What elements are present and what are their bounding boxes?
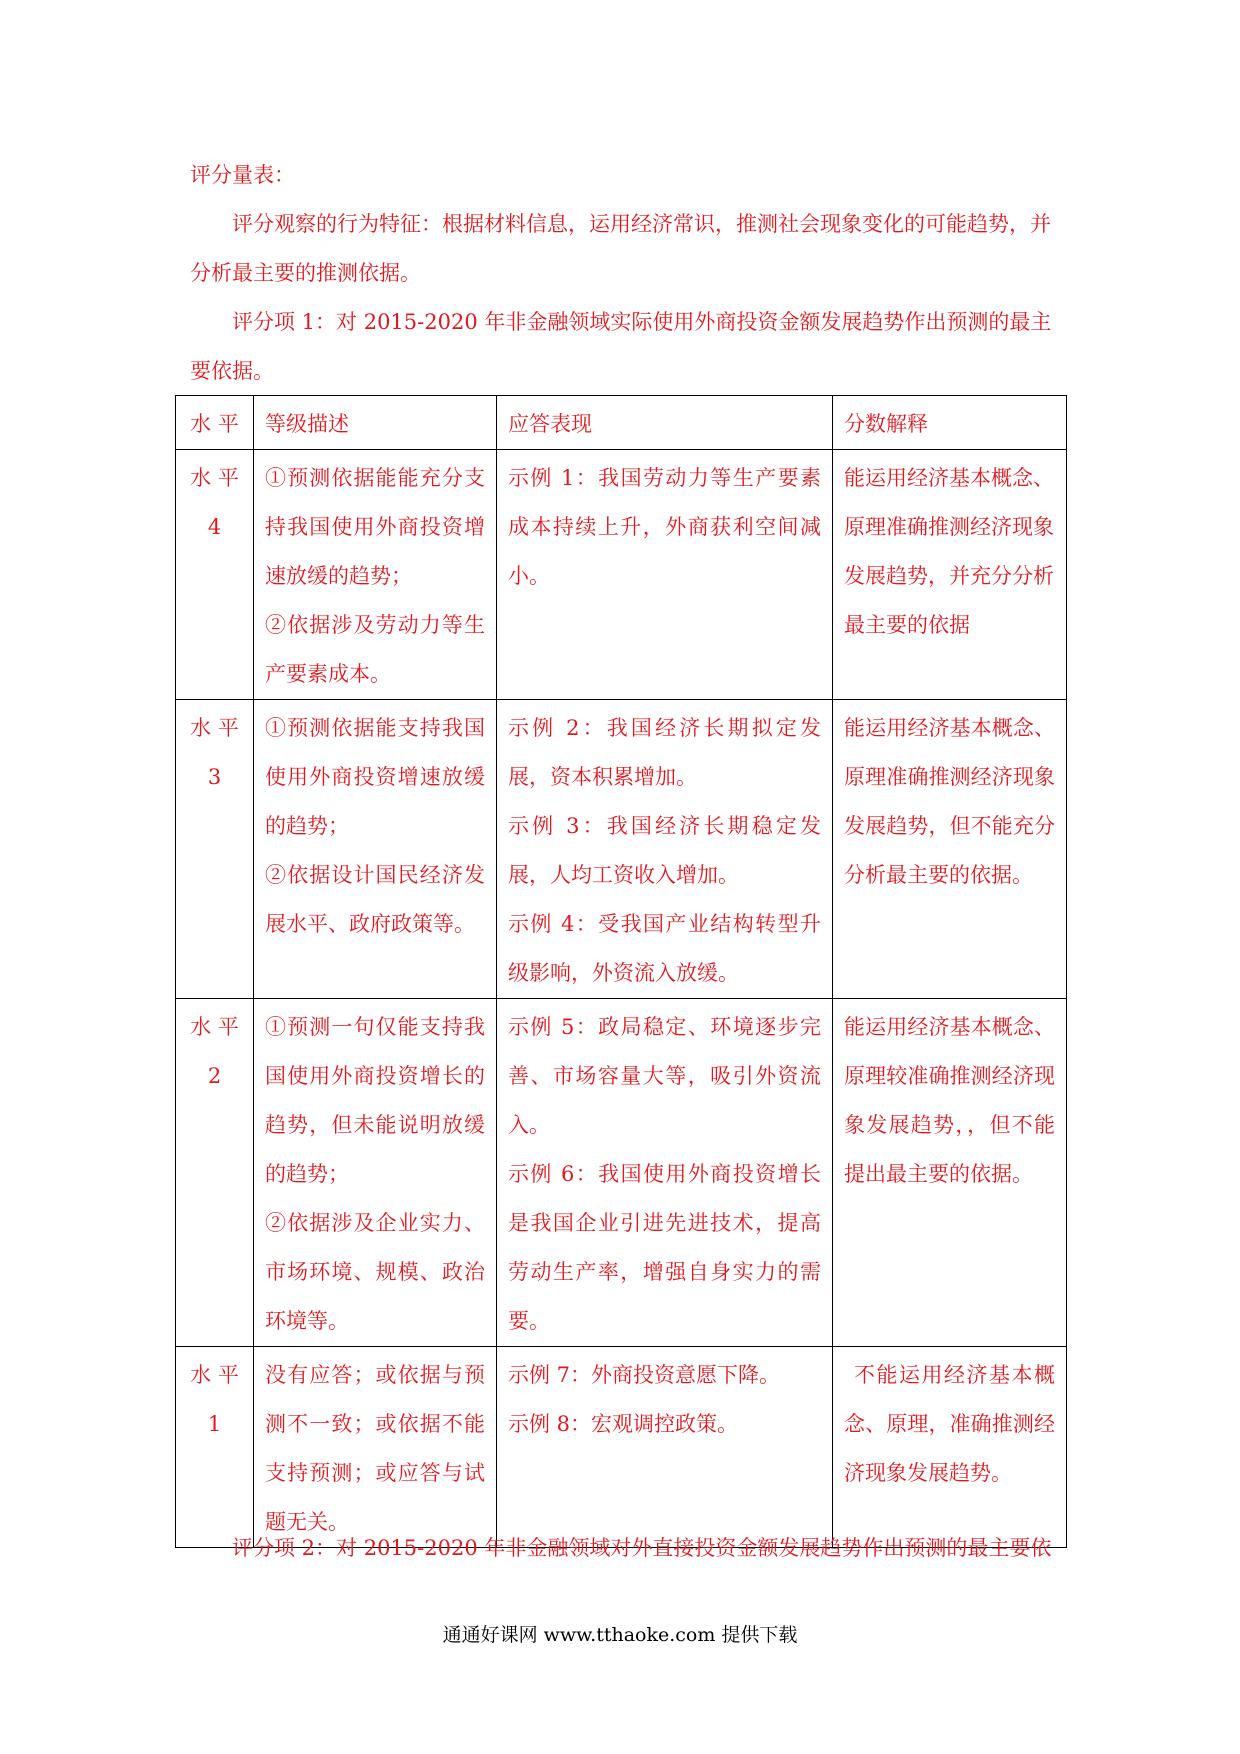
response-example: 示例 2：我国经济长期拟定发展，资本积累增加。 [508,716,821,789]
description-line: ②依据设计国民经济发展水平、政府政策等。 [265,863,485,936]
description-cell [254,999,497,1347]
response-example: 示例 5：政局稳定、环境逐步完善、市场容量大等，吸引外资流入。 [508,1015,821,1137]
header-level: 水 平 [176,396,254,450]
response-cell [497,1347,833,1548]
level-number: 3 [207,765,222,789]
level-cell [176,700,254,999]
description-line: ②依据涉及企业实力、市场环境、规模、政治环境等。 [265,1211,485,1333]
explanation-line: 原理准确推测经济现象发展趋势，并充分分析最主要的依据 [844,515,1054,637]
explanation-cell [833,450,1067,700]
response-example: 示例 4：受我国产业结构转型升级影响，外资流入放缓。 [508,912,821,985]
level-label: 水 平 [190,1363,239,1387]
page-footer: 通通好课网 www.tthaoke.com 提供下载 [442,1624,798,1646]
level-cell [176,450,254,700]
table-row [176,700,1067,999]
rubric-table [175,395,1067,1548]
header-explanation: 分数解释 [833,396,1067,450]
explanation-line: 能运用经济基本概念、原理准确推测经济现象发展趋势，但不能充分分析最主要的依据。 [844,716,1055,887]
response-cell [497,700,833,999]
response-example: 示例 3：我国经济长期稳定发展，人均工资收入增加。 [508,814,821,887]
level-label: 水 平 [190,716,239,740]
level-number: 2 [207,1064,222,1088]
explanation-cell [833,700,1067,999]
explanation-line: 能运用经济基本概念、 [844,466,1054,490]
scoring-item-2: 评分项 2：对 2015-2020 年非金融领域对外直接投资金额发展趋势作出预测的最主要依 [232,1536,1052,1560]
header-response: 应答表现 [497,396,833,450]
table-header-row [176,396,1067,450]
intro-paragraph: 评分观察的行为特征：根据材料信息，运用经济常识，推测社会现象变化的可能趋势，并分析最主要的推测依据。 [190,212,1051,285]
description-line: ②依据涉及劳动力等生产要素成本。 [265,613,485,686]
table-row [176,450,1067,700]
level-cell [176,1347,254,1548]
response-cell [497,450,833,700]
description-cell [254,1347,497,1548]
level-label: 水 平 [190,1015,239,1039]
explanation-line: 不能运用经济基本概念、原理，准确推测经济现象发展趋势。 [844,1363,1055,1485]
table-row [176,1347,1067,1548]
explanation-line: 能运用经济基本概念、原理较准确推测经济现象发展趋势，，但不能提出最主要的依据。 [844,1015,1055,1186]
scoring-item-1: 评分项 1：对 2015-2020 年非金融领域实际使用外商投资金额发展趋势作出预测的最主要依据。 [190,310,1052,383]
response-example: 示例 7：外商投资意愿下降。 [508,1363,781,1387]
description-cell [254,450,497,700]
explanation-cell [833,999,1067,1347]
description-line: ①预测依据能能充分支持我国使用外商投资增速放缓的趋势； [265,466,485,588]
table-row [176,999,1067,1347]
response-cell [497,999,833,1347]
description-line: ①预测依据能支持我国使用外商投资增速放缓的趋势； [265,716,485,838]
header-description: 等级描述 [254,396,497,450]
level-number: 1 [207,1412,222,1436]
response-example: 示例 8：宏观调控政策。 [508,1412,739,1436]
description-line: 没有应答；或依据与预测不一致；或依据不能支持预测；或应答与试题无关。 [265,1363,485,1534]
level-number: 4 [207,515,222,539]
explanation-cell [833,1347,1067,1548]
description-cell [254,700,497,999]
response-example: 示例 1：我国劳动力等生产要素成本持续上升，外商获利空间减小。 [508,466,821,588]
description-line: ①预测一句仅能支持我国使用外商投资增长的趋势，但未能说明放缓的趋势； [265,1015,485,1186]
section-heading: 评分量表： [190,163,295,187]
level-label: 水 平 [190,466,239,490]
level-cell [176,999,254,1347]
response-example: 示例 6：我国使用外商投资增长是我国企业引进先进技术，提高劳动生产率，增强自身实力的需要。 [508,1162,821,1333]
